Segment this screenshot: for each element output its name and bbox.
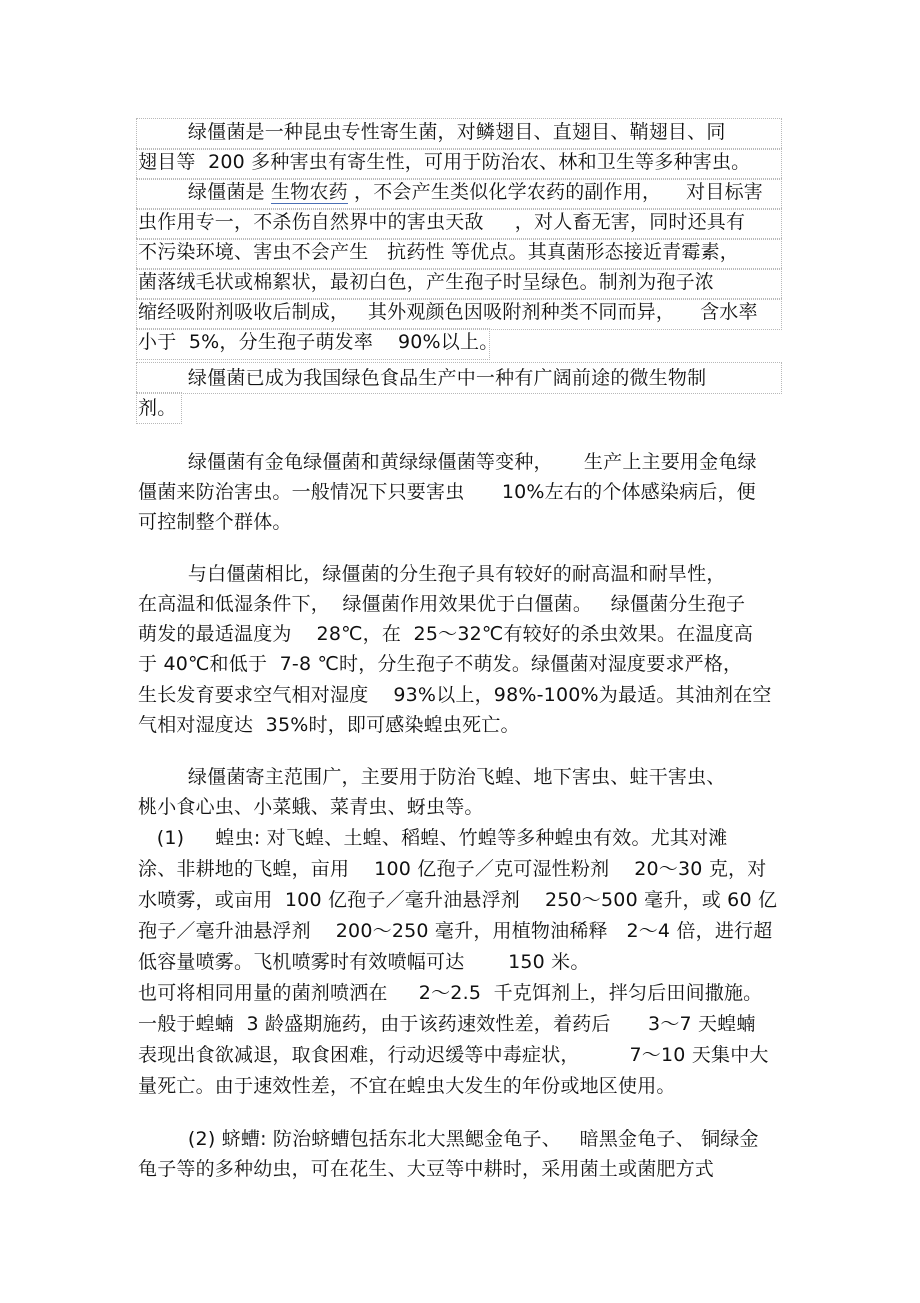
text-line: 于 40℃和低于 7-8 ℃时，分生孢子不萌发。绿僵菌对湿度要求严格，: [138, 653, 743, 675]
text-line: 绿僵菌已成为我国绿色食品生产中一种有广阔前途的微生物制: [138, 367, 707, 389]
text-line: 绿僵菌有金龟绿僵菌和黄绿绿僵菌等变种， 生产上主要用金龟绿: [138, 451, 757, 473]
text-line: (1) 蝗虫: 对飞蝗、土蝗、稻蝗、竹蝗等多种蝗虫有效。尤其对滩: [138, 827, 728, 849]
text-line: 表现出食欲减退，取食困难，行动迟缓等中毒症状， 7～10 天集中大: [138, 1044, 769, 1066]
text-line: 萌发的最适温度为 28℃，在 25～32℃有较好的杀虫效果。在温度高: [138, 623, 754, 645]
text-line: 缩经吸附剂吸收后制成， 其外观颜色因吸附剂种类不同而异， 含水率: [138, 301, 758, 323]
text-line: 翅目等 200 多种害虫有寄生性，可用于防治农、林和卫生等多种害虫。: [138, 151, 751, 173]
text-line: 水喷雾，或亩用 100 亿孢子／毫升油悬浮剂 250～500 毫升，或 60 亿: [138, 889, 778, 911]
text-line: 菌落绒毛状或棉絮状，最初白色，产生孢子时呈绿色。制剂为孢子浓: [138, 271, 715, 293]
text-line: 也可将相同用量的菌剂喷洒在 2～2.5 千克饵剂上，拌匀后田间撒施。: [138, 982, 763, 1004]
text-line: 气相对湿度达 35%时，即可感染蝗虫死亡。: [138, 714, 520, 736]
text-line: 涂、非耕地的飞蝗，亩用 100 亿孢子／克可湿性粉剂 20～30 克，对: [138, 858, 767, 880]
text-line: 量死亡。由于速效性差，不宜在蝗虫大发生的年份或地区使用。: [138, 1075, 676, 1097]
text-line: 低容量喷雾。飞机喷雾时有效喷幅可达 150 米。: [138, 951, 590, 973]
bio-pesticide-link[interactable]: 生物农药: [270, 181, 348, 203]
text-line: 剂。: [138, 397, 177, 419]
text-line: 小于 5%，分生孢子萌发率 90%以上。: [138, 331, 499, 353]
text-line: (2) 蛴螬: 防治蛴螬包括东北大黑鳃金龟子、 暗黑金龟子、 铜绿金: [138, 1128, 759, 1150]
text-line: 生长发育要求空气相对湿度 93%以上，98%-100%为最适。其油剂在空: [138, 684, 772, 706]
text-line: 与白僵菌相比，绿僵菌的分生孢子具有较好的耐高温和耐旱性，: [138, 563, 726, 585]
text-line: 绿僵菌是一种昆虫专性寄生菌，对鳞翅目、直翅目、鞘翅目、同: [138, 121, 726, 143]
text-line: 虫作用专一，不杀伤自然界中的害虫天敌 ，对人畜无害，同时还具有: [138, 211, 746, 233]
text-line: 可控制整个群体。: [138, 511, 292, 533]
text-span: 绿僵菌是: [138, 181, 271, 203]
text-line: 在高温和低湿条件下， 绿僵菌作用效果优于白僵菌。 绿僵菌分生孢子: [138, 593, 746, 615]
text-line: 绿僵菌寄主范围广，主要用于防治飞蝗、地下害虫、蛀干害虫、: [138, 766, 726, 788]
text-line: [138, 177, 763, 207]
text-line: 龟子等的多种幼虫，可在花生、大豆等中耕时，采用菌土或菌肥方式: [138, 1158, 715, 1180]
text-span: ，不会产生类似化学农药的副作用， 对目标害: [347, 181, 763, 203]
text-line: 不污染环境、害虫不会产生 抗药性 等优点。其真菌形态接近青霉素，: [138, 241, 739, 263]
text-line: 孢子／毫升油悬浮剂 200～250 毫升，用植物油稀释 2～4 倍，进行超: [138, 920, 773, 942]
text-line: 一般于蝗蝻 3 龄盛期施药，由于该药速效性差，着药后 3～7 天蝗蝻: [138, 1013, 756, 1035]
text-line: 僵菌来防治害虫。一般情况下只要害虫 10%左右的个体感染病后，便: [138, 481, 756, 503]
text-line: 桃小食心虫、小菜蛾、菜青虫、蚜虫等。: [138, 796, 484, 818]
